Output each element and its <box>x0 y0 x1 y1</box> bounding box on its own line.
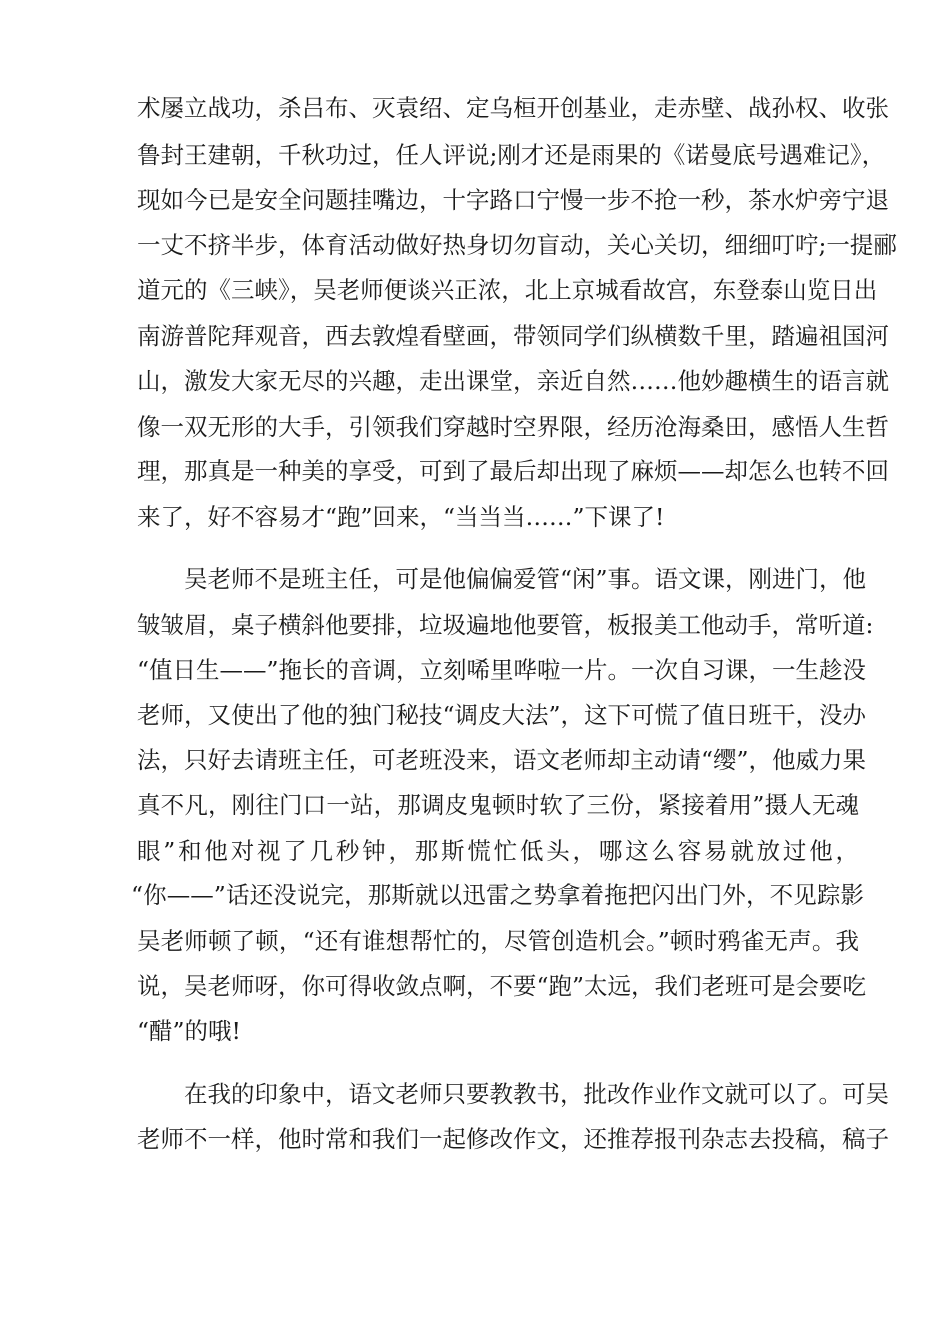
text-line: 道元的《三峡》，吴老师便谈兴正浓，北上京城看故宫，东登泰山览日出 <box>137 276 878 304</box>
text-line: 理，那真是一种美的享受，可到了最后却出现了麻烦——却怎么也转不回 <box>137 457 889 485</box>
text-line: 来了，好不容易才“跑”回来，“当当当……”下课了! <box>137 503 665 531</box>
text-line: 鲁封王建朝，千秋功过，任人评说;刚才还是雨果的《诺曼底号遇难记》， <box>137 141 886 169</box>
text-line: 皱皱眉，桌子横斜他要排，垃圾遍地他要管，板报美工他动手，常听道: <box>137 611 874 639</box>
text-line: “你——”话还没说完，那斯就以迅雷之势拿着拖把闪出门外，不见踪影 <box>131 881 864 909</box>
text-line: 像一双无形的大手，引领我们穿越时空界限，经历沧海桑田，感悟人生哲 <box>137 413 889 441</box>
paragraph-first-line: 在我的印象中，语文老师只要教教书，批改作业作文就可以了。可吴 <box>184 1080 889 1108</box>
text-line: 南游普陀拜观音，西去敦煌看壁画，带领同学们纵横数千里，踏遍祖国河 <box>137 322 889 350</box>
text-line: 法，只好去请班主任，可老班没来，语文老师却主动请“缨”，他威力果 <box>137 746 867 774</box>
text-line: 说，吴老师呀，你可得收敛点啊，不要“跑”太远，我们老班可是会要吃 <box>137 972 867 1000</box>
text-line: 山，激发大家无尽的兴趣，走出课堂，亲近自然……他妙趣横生的语言就 <box>137 367 889 395</box>
text-line: 吴老师顿了顿，“还有谁想帮忙的，尽管创造机会。”顿时鸦雀无声。我 <box>137 927 859 955</box>
text-line: “值日生——”拖长的音调，立刻唏里哗啦一片。一次自习课，一生趁没 <box>137 656 867 684</box>
text-line: 老师，又使出了他的独门秘技“调皮大法”，这下可慌了值日班干，没办 <box>137 701 867 729</box>
text-line: “醋”的哦! <box>137 1017 241 1045</box>
text-line: 一丈不挤半步，体育活动做好热身切勿盲动，关心关切，细细叮咛;一提郦 <box>137 231 897 259</box>
text-line: 眼”和他对视了几秒钟，那斯慌忙低头，哪这么容易就放过他， <box>137 837 859 865</box>
text-line: 老师不一样，他时常和我们一起修改作文，还推荐报刊杂志去投稿，稿子 <box>137 1125 889 1153</box>
text-line: 术屡立战功，杀吕布、灭袁绍、定乌桓开创基业，走赤壁、战孙权、收张 <box>137 94 889 122</box>
paragraph-first-line: 吴老师不是班主任，可是他偏偏爱管“闲”事。语文课，刚进门，他 <box>184 565 867 593</box>
text-line: 真不凡，刚往门口一站，那调皮鬼顿时软了三份，紧接着用”摄人无魂 <box>137 791 859 819</box>
text-line: 现如今已是安全问题挂嘴边，十字路口宁慢一步不抢一秒，茶水炉旁宁退 <box>137 186 889 214</box>
